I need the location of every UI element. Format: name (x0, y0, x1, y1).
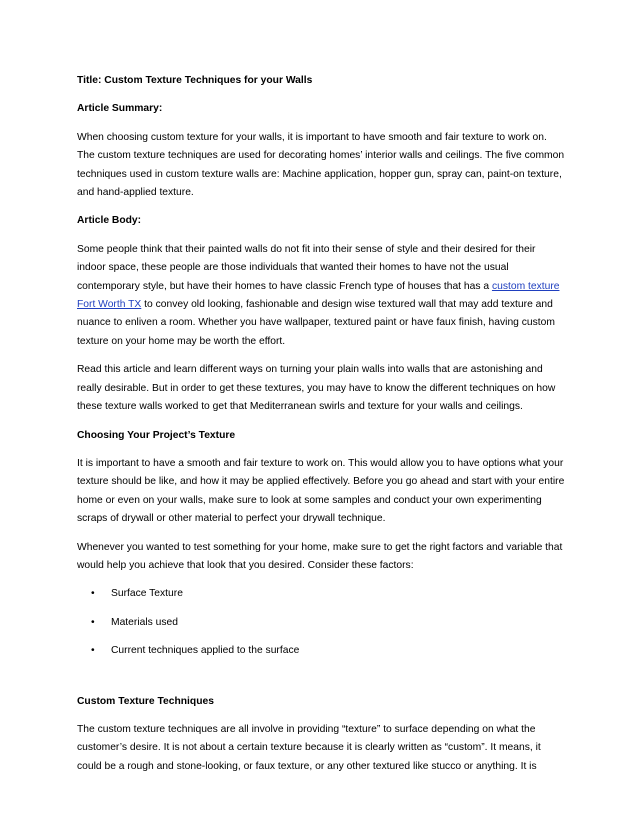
body-heading: Article Body: (77, 215, 142, 227)
bullet-icon: • (91, 645, 95, 657)
factors-list (77, 585, 565, 660)
body-paragraph-2: Read this article and learn different ways on turning your plain walls into walls that are astonishing and really desirable. But in order to get these textures, you may have to know the different techniques on how these texture walls worked to get that Mediterranean swirls and texture for your walls and ceilings. (77, 364, 556, 413)
choosing-paragraph-2: Whenever you wanted to test something for your home, make sure to get the right factors and variable that would help you achieve that look that you desired. Consider these factors: (77, 541, 563, 571)
article-content (77, 72, 565, 786)
body-paragraph-1-start: Some people think that their painted walls do not fit into their sense of style and their desired for their indoor space, these people are those individuals that wanted their homes to have not the usual contemporary style, but have their homes to have classic French type of houses that has a (77, 243, 536, 292)
bullet-icon: • (91, 616, 95, 628)
bullet-icon: • (91, 588, 95, 600)
techniques-heading: Custom Texture Techniques (77, 695, 214, 707)
body-paragraph-1 (77, 241, 565, 351)
section-spacer (77, 675, 565, 693)
list-item-text: Surface Texture (111, 588, 183, 600)
list-item (77, 614, 565, 632)
list-item (77, 642, 565, 660)
list-item-text: Current techniques applied to the surface (111, 645, 300, 657)
summary-heading: Article Summary: (77, 103, 163, 115)
techniques-paragraph-1: The custom texture techniques are all involve in providing “texture” to surface depending on what the customer’s desire. It is not about a certain texture because it is clearly written as “custom”. It means, it could be a rough and stone-looking, or faux texture, or any other textured like stucco or anything. It is (77, 723, 541, 772)
summary-paragraph: When choosing custom texture for your walls, it is important to have smooth and fair texture to work on. The custom texture techniques are used for decorating homes’ interior walls and ceilings. The five common techniques used in custom texture walls are: Machine application, hopper gun, spray can, paint-on texture, and hand-applied texture. (77, 131, 565, 199)
choosing-paragraph-1: It is important to have a smooth and fair texture to work on. This would allow you to have options what your texture should be like, and how it may be applied effectively. Before you go ahead and start with your entire home or even on your walls, make sure to look at some samples and conduct your own experimenting scraps of drywall or other material to perfect your drywall technique. (77, 457, 565, 525)
choosing-heading: Choosing Your Project’s Texture (77, 429, 236, 441)
body-paragraph-1-end: to convey old looking, fashionable and design wise textured wall that may add texture and nuance to enliven a room. Whether you have wallpaper, textured paint or have faux finish, having custom texture on your home may be worth the effort. (77, 299, 555, 347)
list-item-text: Materials used (111, 616, 178, 628)
list-item (77, 585, 565, 603)
custom-texture-link[interactable]: custom texture Fort Worth TX (77, 280, 560, 311)
article-title: Title: Custom Texture Techniques for your Walls (77, 75, 313, 86)
